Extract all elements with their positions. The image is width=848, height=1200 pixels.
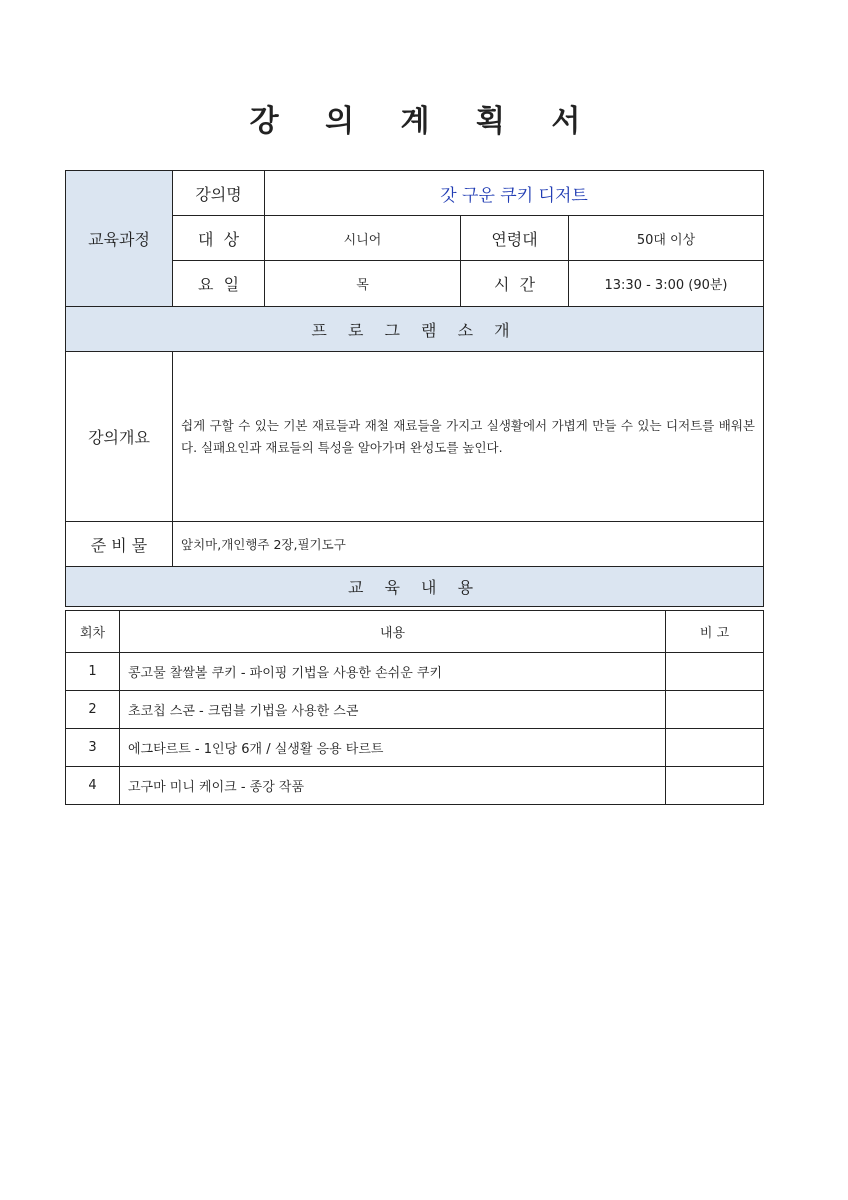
- session-number: 2: [66, 691, 120, 729]
- session-content: 고구마 미니 케이크 - 종강 작품: [120, 767, 666, 805]
- session-number: 4: [66, 767, 120, 805]
- content-header: 내용: [120, 611, 666, 653]
- session-number: 3: [66, 729, 120, 767]
- session-content: 콩고물 찰쌀볼 쿠키 - 파이핑 기법을 사용한 손쉬운 쿠키: [120, 653, 666, 691]
- materials-label: 준 비 물: [66, 522, 173, 567]
- session-note: [666, 767, 764, 805]
- session-content: 초코칩 스콘 - 크럼블 기법을 사용한 스콘: [120, 691, 666, 729]
- session-note: [666, 691, 764, 729]
- session-note: [666, 729, 764, 767]
- session-content: 에그타르트 - 1인당 6개 / 실생활 응용 타르트: [120, 729, 666, 767]
- age-label: 연령대: [461, 216, 569, 261]
- table-row: [66, 767, 764, 805]
- overview-text: 쉽게 구할 수 있는 기본 재료들과 재철 재료들을 가지고 실생활에서 가볍게 만들 수 있는 디저트를 배워본다. 실패요인과 재료들의 특성을 알아가며 완성도를 높인다.: [173, 352, 764, 522]
- table-row: [66, 691, 764, 729]
- day-label: 요 일: [173, 261, 265, 307]
- note-header: 비 고: [666, 611, 764, 653]
- course-name-label: 강의명: [173, 171, 265, 216]
- target-value: 시니어: [265, 216, 461, 261]
- day-value: 목: [265, 261, 461, 307]
- program-section-title: 프 로 그 램 소 개: [66, 307, 764, 352]
- contents-section-title: 교 육 내 용: [66, 567, 764, 607]
- course-name-value: 갓 구운 쿠키 디저트: [265, 171, 764, 216]
- course-section-label: 교육과정: [66, 171, 173, 307]
- time-value: 13:30 - 3:00 (90분): [569, 261, 764, 307]
- time-label: 시 간: [461, 261, 569, 307]
- table-row: [66, 653, 764, 691]
- document-title: 강 의 계 획 서: [249, 104, 599, 139]
- target-label: 대 상: [173, 216, 265, 261]
- session-header: 회차: [66, 611, 120, 653]
- table-row: [66, 729, 764, 767]
- session-note: [666, 653, 764, 691]
- session-number: 1: [66, 653, 120, 691]
- age-value: 50대 이상: [569, 216, 764, 261]
- materials-value: 앞치마,개인행주 2장,필기도구: [173, 522, 764, 567]
- overview-label: 강의개요: [66, 352, 173, 522]
- contents-table: [65, 610, 764, 805]
- course-info-table: [65, 170, 764, 607]
